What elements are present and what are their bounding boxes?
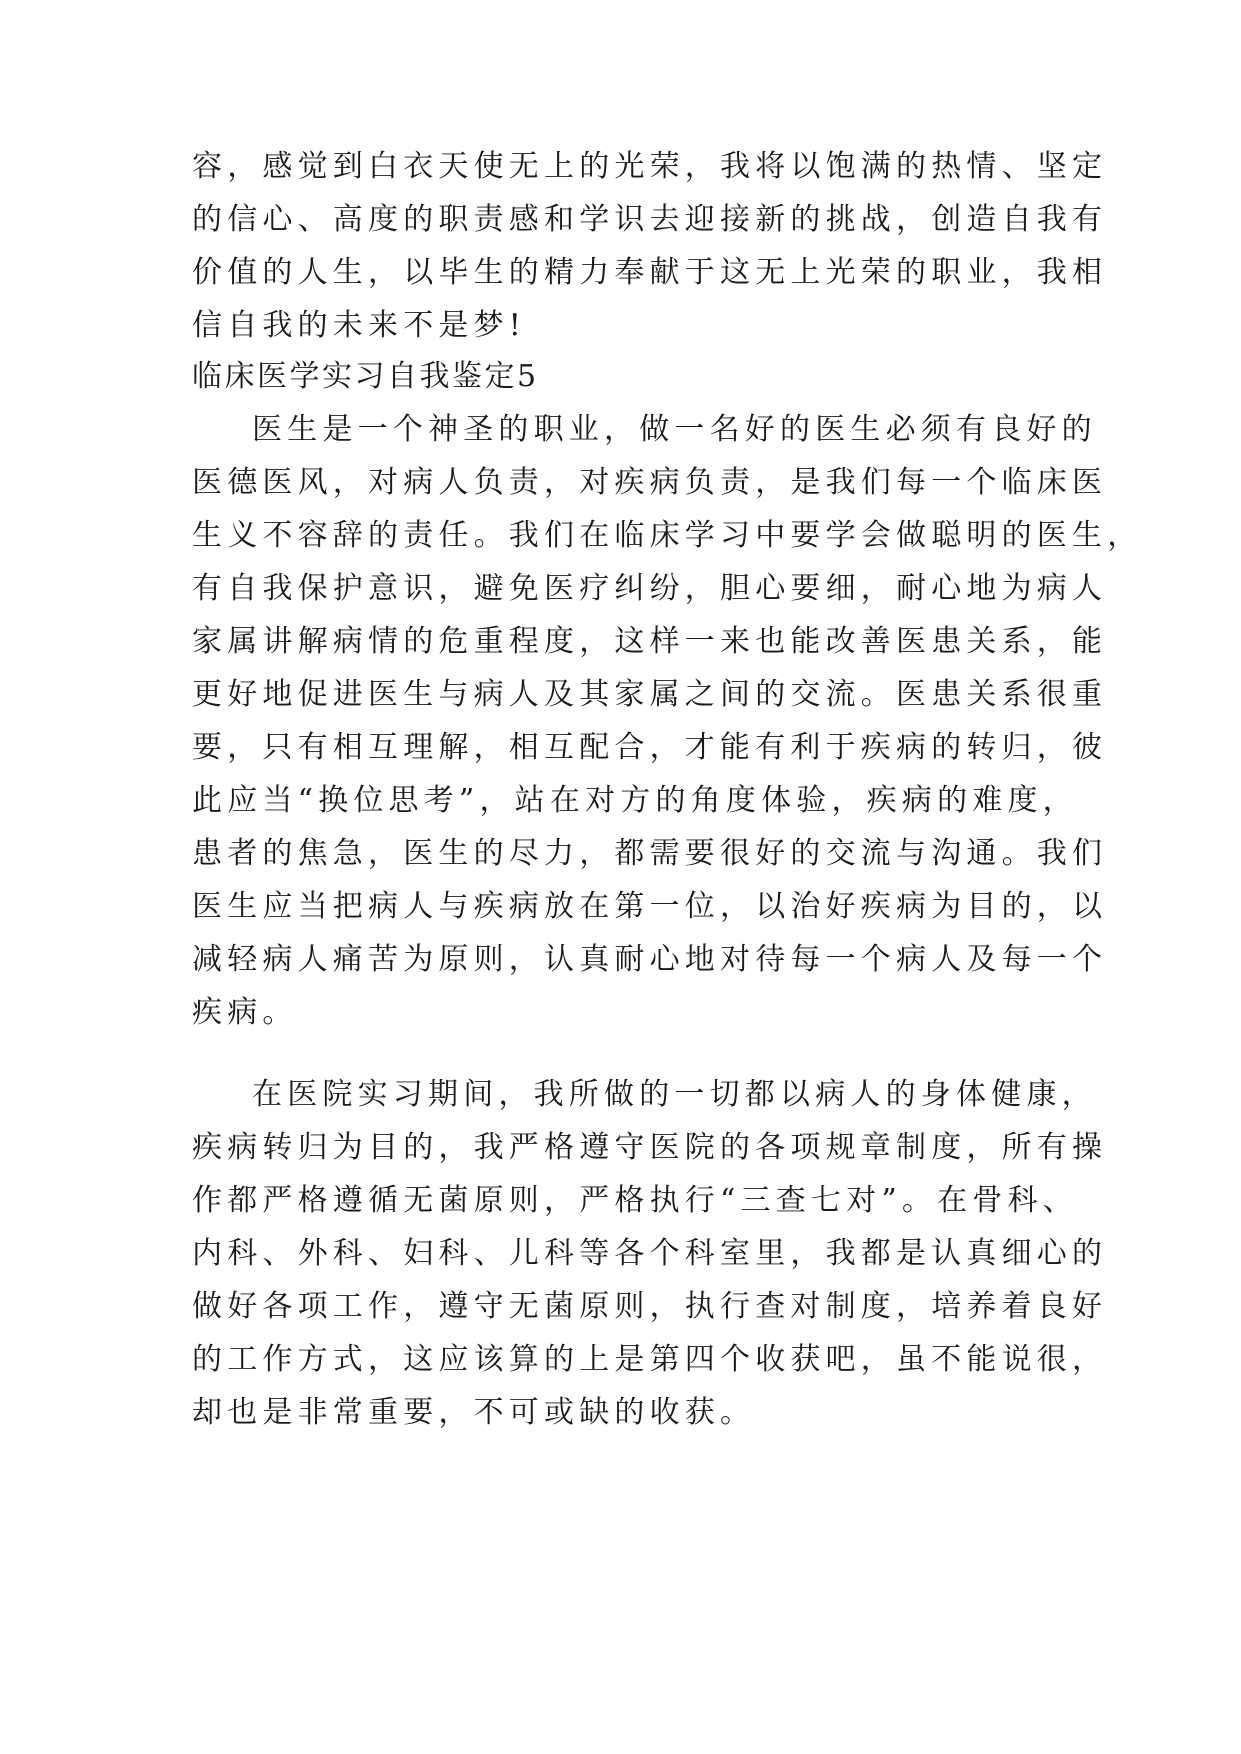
paragraph-2-line: 做好各项工作，遵守无菌原则，执行查对制度，培养着良好 [192,1289,1108,1324]
paragraph-1-line: 有自我保护意识，避免医疗纠纷，胆心要细，耐心地为病人 [192,571,1108,606]
paragraph-2-line: 疾病转归为目的，我严格遵守医院的各项规章制度，所有操 [192,1130,1108,1165]
paragraph-2-line: 却也是非常重要，不可或缺的收获。 [192,1395,756,1430]
continuation-line-2: 的信心、高度的职责感和学识去迎接新的挑战，创造自我有 [192,202,1108,237]
continuation-line-4: 信自我的未来不是梦! [192,308,527,343]
paragraph-1-line: 生义不容辞的责任。我们在临床学习中要学会做聪明的医生， [192,518,1143,553]
paragraph-1-line: 减轻病人痛苦为原则，认真耐心地对待每一个病人及每一个 [192,942,1108,977]
paragraph-1-line: 更好地促进医生与病人及其家属之间的交流。医患关系很重 [192,677,1108,712]
paragraph-1-line: 疾病。 [192,995,298,1030]
paragraph-1-line: 家属讲解病情的危重程度，这样一来也能改善医患关系，能 [192,624,1108,659]
paragraph-1-line: 患者的焦急，医生的尽力，都需要很好的交流与沟通。我们 [192,836,1108,871]
paragraph-2-line: 在医院实习期间，我所做的一切都以病人的身体健康， [252,1077,1097,1112]
paragraph-1-line: 此应当“换位思考”，站在对方的角度体验，疾病的难度， [192,783,1078,818]
continuation-line-3: 价值的人生，以毕生的精力奉献于这无上光荣的职业，我相 [192,255,1108,290]
paragraph-1-line: 医德医风，对病人负责，对疾病负责，是我们每一个临床医 [192,465,1108,500]
paragraph-1-line: 医生应当把病人与疾病放在第一位，以治好疾病为目的，以 [192,889,1108,924]
continuation-line-1: 容，感觉到白衣天使无上的光荣，我将以饱满的热情、坚定 [192,149,1108,184]
paragraph-1-line: 医生是一个神圣的职业，做一名好的医生必须有良好的 [252,412,1097,447]
paragraph-2-line: 的工作方式，这应该算的上是第四个收获吧，虽不能说很， [192,1342,1108,1377]
paragraph-2-line: 作都严格遵循无菌原则，严格执行“三查七对”。在骨科、 [192,1183,1078,1218]
section-title: 临床医学实习自我鉴定5 [192,359,539,394]
paragraph-1-line: 要，只有相互理解，相互配合，才能有利于疾病的转归，彼 [192,730,1108,765]
paragraph-2-line: 内科、外科、妇科、儿科等各个科室里，我都是认真细心的 [192,1236,1108,1271]
